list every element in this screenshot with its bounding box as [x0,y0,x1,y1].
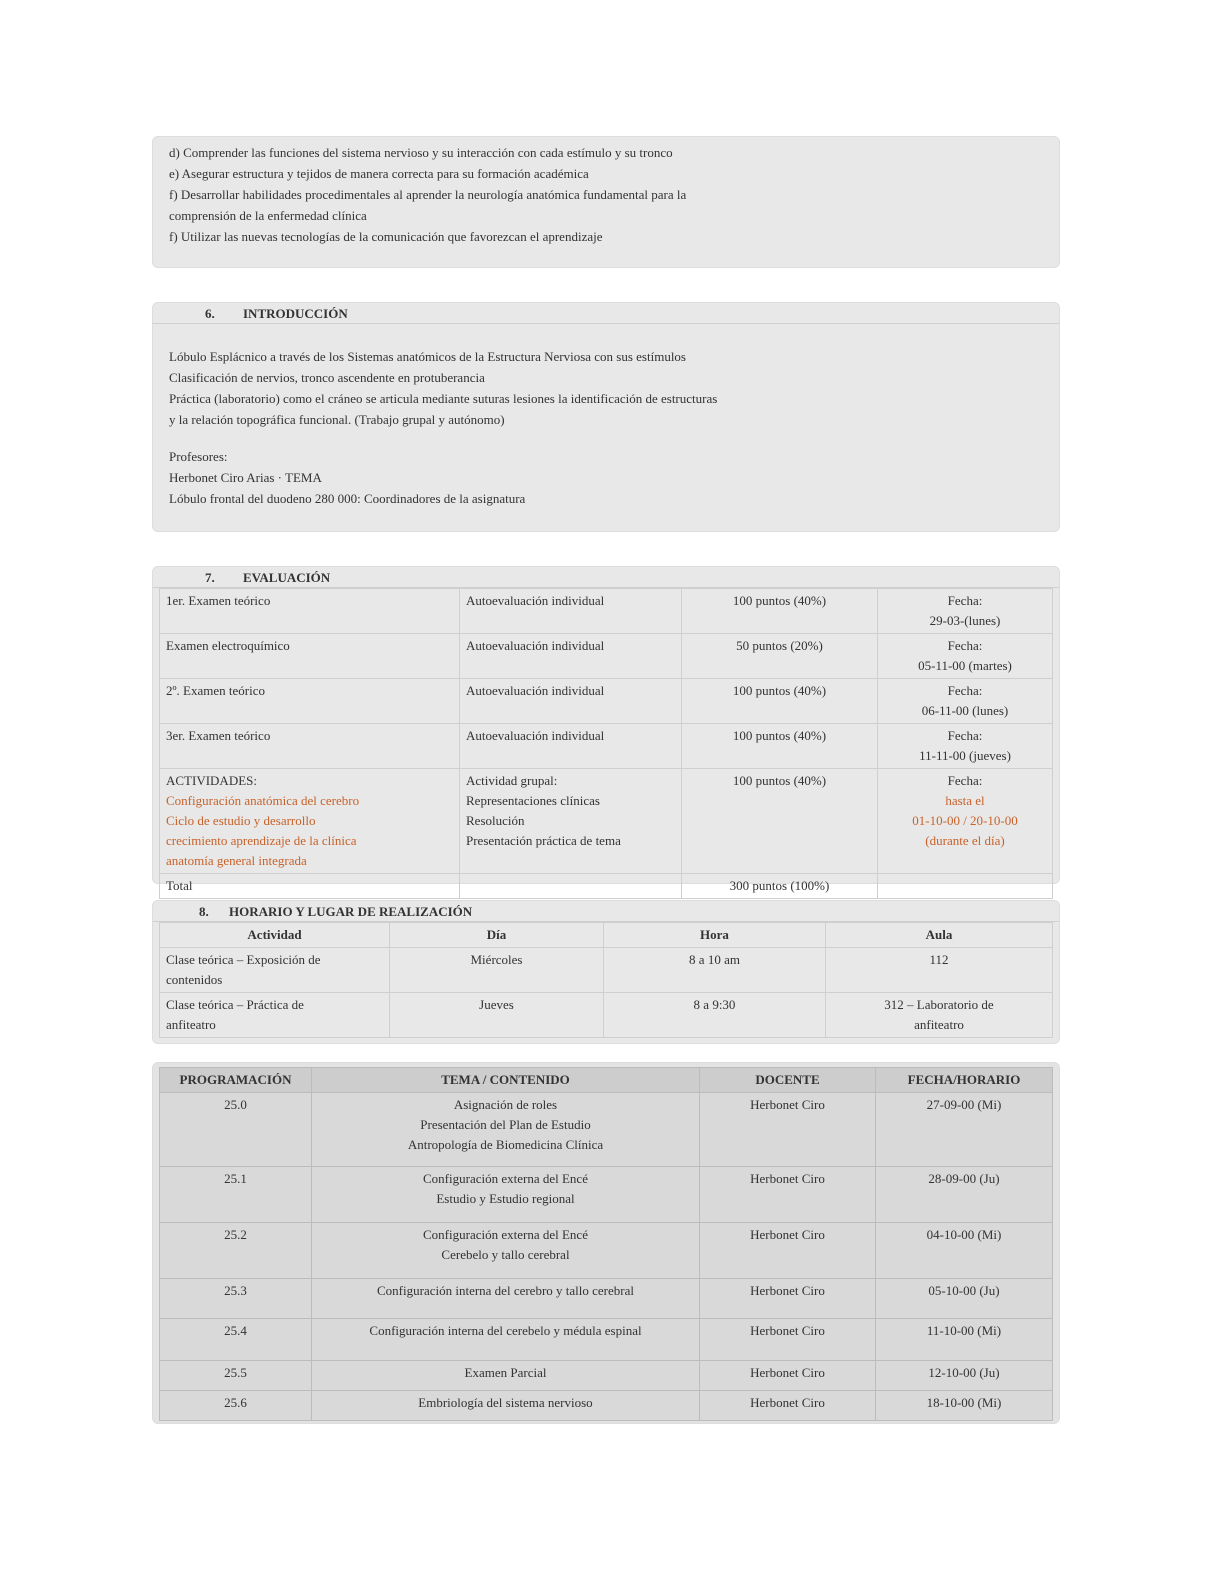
introduction-heading [153,303,1059,324]
schedule-activity [160,993,390,1038]
evaluation-date-line: 01-10-00 / 20-10-00 [912,813,1018,828]
evaluation-number: 7. [205,570,215,585]
introduction-body [153,324,1059,430]
evaluation-table [159,588,1053,899]
evaluation-activity [160,769,460,874]
introduction-number: 6. [205,306,215,321]
evaluation-total-empty [460,874,682,899]
program-date: 28-09-00 (Ju) [876,1167,1053,1223]
evaluation-activity-line: ACTIVIDADES: [166,773,257,788]
evaluation-type-line: Autoevaluación individual [466,638,605,653]
introduction-section [152,302,1060,532]
objective-line: comprensión de la enfermedad clínica [169,208,367,223]
program-header: FECHA/HORARIO [876,1068,1053,1093]
program-date: 04-10-00 (Mi) [876,1223,1053,1279]
evaluation-type [460,679,682,724]
program-teacher: Herbonet Ciro [700,1319,876,1361]
evaluation-date-line: Fecha: [947,683,983,698]
program-date: 11-10-00 (Mi) [876,1319,1053,1361]
program-topic-line: Cerebelo y tallo cerebral [441,1247,570,1262]
program-code: 25.4 [160,1319,312,1361]
evaluation-date [878,679,1053,724]
schedule-table [159,922,1053,1038]
program-teacher: Herbonet Ciro [700,1223,876,1279]
program-topic [312,1361,700,1391]
evaluation-activity [160,589,460,634]
program-teacher: Herbonet Ciro [700,1279,876,1319]
evaluation-type-line: Actividad grupal: [466,773,558,788]
program-code: 25.6 [160,1391,312,1421]
program-topic-line: Configuración interna del cerebelo y médula espinal [369,1323,642,1338]
evaluation-activity-line: anatomía general integrada [166,853,307,868]
program-code: 25.2 [160,1223,312,1279]
objectives-section [152,136,1060,268]
evaluation-score-value: 100 puntos (40%) [732,683,827,698]
evaluation-type [460,634,682,679]
program-topic-line: Configuración externa del Encé [423,1227,588,1242]
evaluation-date-line: 06-11-00 (lunes) [921,703,1009,718]
schedule-activity [160,948,390,993]
program-date: 05-10-00 (Ju) [876,1279,1053,1319]
evaluation-heading [153,567,1059,588]
schedule-section [152,900,1060,1044]
evaluation-row [160,634,1053,679]
program-row [160,1391,1053,1421]
schedule-activity-line: Clase teórica – Práctica de [166,997,304,1012]
schedule-time: 8 a 10 am [604,948,826,993]
schedule-day: Jueves [390,993,604,1038]
evaluation-score-value: 100 puntos (40%) [732,773,827,788]
schedule-header: Hora [604,923,826,948]
schedule-heading [153,901,1059,922]
evaluation-type [460,724,682,769]
program-row [160,1093,1053,1167]
objectives-list [153,137,1059,247]
evaluation-activity-line: Configuración anatómica del cerebro [166,793,360,808]
introduction-footer-line: Profesores: [169,449,228,464]
evaluation-activity [160,679,460,724]
program-topic-line: Estudio y Estudio regional [436,1191,575,1206]
evaluation-date-line: Fecha: [947,638,983,653]
evaluation-score [682,724,878,769]
evaluation-type-line: Autoevaluación individual [466,728,605,743]
schedule-header: Actividad [160,923,390,948]
evaluation-row [160,769,1053,874]
program-date: 27-09-00 (Mi) [876,1093,1053,1167]
program-date: 18-10-00 (Mi) [876,1391,1053,1421]
objective-line: f) Utilizar las nuevas tecnologías de la comunicación que favorezcan el aprendizaje [169,229,603,244]
introduction-line: Clasificación de nervios, tronco ascendente en protuberancia [169,370,485,385]
program-row [160,1279,1053,1319]
schedule-activity-line: contenidos [166,972,223,987]
evaluation-date [878,769,1053,874]
program-code: 25.3 [160,1279,312,1319]
program-topic [312,1093,700,1167]
evaluation-date-line: 11-11-00 (jueves) [919,748,1011,763]
schedule-room [826,948,1053,993]
evaluation-date [878,724,1053,769]
schedule-room-line: anfiteatro [914,1017,964,1032]
program-teacher: Herbonet Ciro [700,1093,876,1167]
program-topic-line: Embriología del sistema nervioso [418,1395,593,1410]
program-teacher: Herbonet Ciro [700,1167,876,1223]
schedule-day: Miércoles [390,948,604,993]
evaluation-activity-line: crecimiento aprendizaje de la clínica [166,833,357,848]
program-code: 25.1 [160,1167,312,1223]
program-table [159,1067,1053,1421]
program-row [160,1361,1053,1391]
introduction-footer [153,430,1059,509]
evaluation-row [160,679,1053,724]
evaluation-date-line: Fecha: [947,773,983,788]
evaluation-row [160,589,1053,634]
evaluation-date-line: hasta el [945,793,985,808]
objective-line: e) Asegurar estructura y tejidos de manera correcta para su formación académica [169,166,589,181]
program-topic [312,1319,700,1361]
schedule-room-line: 312 – Laboratorio de [884,997,994,1012]
schedule-row [160,993,1053,1038]
schedule-header: Día [390,923,604,948]
evaluation-section [152,566,1060,893]
program-topic-line: Configuración externa del Encé [423,1171,588,1186]
evaluation-score [682,634,878,679]
evaluation-type [460,769,682,874]
schedule-title: HORARIO Y LUGAR DE REALIZACIÓN [229,904,473,919]
evaluation-score [682,679,878,724]
objective-line: f) Desarrollar habilidades procedimentales al aprender la neurología anatómica fundamental para la [169,187,687,202]
program-date: 12-10-00 (Ju) [876,1361,1053,1391]
evaluation-type-line: Autoevaluación individual [466,683,605,698]
program-topic [312,1391,700,1421]
program-header: TEMA / CONTENIDO [312,1068,700,1093]
program-code: 25.5 [160,1361,312,1391]
schedule-header: Aula [826,923,1053,948]
program-topic [312,1279,700,1319]
evaluation-type [460,589,682,634]
introduction-title: INTRODUCCIÓN [243,306,348,321]
evaluation-type-line: Autoevaluación individual [466,593,605,608]
objective-line: d) Comprender las funciones del sistema nervioso y su interacción con cada estímulo y su tronco [169,145,673,160]
schedule-time: 8 a 9:30 [604,993,826,1038]
program-topic-line: Antropología de Biomedicina Clínica [407,1137,604,1152]
program-header: DOCENTE [700,1068,876,1093]
evaluation-type-line: Representaciones clínicas [466,793,600,808]
schedule-room-line: 112 [929,952,949,967]
introduction-line: Lóbulo Esplácnico a través de los Sistemas anatómicos de la Estructura Nerviosa con sus estímulos [169,349,686,364]
evaluation-title: EVALUACIÓN [243,570,331,585]
program-topic-line: Examen Parcial [464,1365,547,1380]
evaluation-activity [160,724,460,769]
evaluation-row [160,724,1053,769]
evaluation-score-value: 100 puntos (40%) [732,728,827,743]
program-topic [312,1167,700,1223]
program-teacher: Herbonet Ciro [700,1361,876,1391]
evaluation-total-score: 300 puntos (100%) [682,874,878,899]
evaluation-score [682,589,878,634]
schedule-row [160,948,1053,993]
evaluation-date-line: Fecha: [947,593,983,608]
schedule-room [826,993,1053,1038]
program-topic-line: Configuración interna del cerebro y tallo cerebral [377,1283,634,1298]
schedule-activity-line: anfiteatro [166,1017,216,1032]
schedule-number: 8. [199,904,209,919]
evaluation-activity-line: 3er. Examen teórico [166,728,271,743]
program-row [160,1167,1053,1223]
introduction-line: Práctica (laboratorio) como el cráneo se articula mediante suturas lesiones la identificación de estructuras [169,391,718,406]
program-code: 25.0 [160,1093,312,1167]
evaluation-score [682,769,878,874]
program-row [160,1319,1053,1361]
evaluation-score-value: 50 puntos (20%) [736,638,823,653]
program-topic-line: Asignación de roles [453,1097,558,1112]
evaluation-score-value: 100 puntos (40%) [732,593,827,608]
evaluation-total-row [160,874,1053,899]
introduction-line: y la relación topográfica funcional. (Trabajo grupal y autónomo) [169,412,505,427]
evaluation-date [878,589,1053,634]
evaluation-total-label: Total [160,874,460,899]
program-header: PROGRAMACIÓN [160,1068,312,1093]
evaluation-activity [160,634,460,679]
introduction-footer-line: Herbonet Ciro Arias · TEMA [169,470,322,485]
evaluation-date-line: (durante el día) [925,833,1005,848]
evaluation-type-line: Resolución [466,813,525,828]
evaluation-date-line: 05-11-00 (martes) [918,658,1012,673]
evaluation-date [878,634,1053,679]
introduction-footer-line: Lóbulo frontal del duodeno 280 000: Coordinadores de la asignatura [169,491,526,506]
schedule-activity-line: Clase teórica – Exposición de [166,952,321,967]
evaluation-activity-line: 1er. Examen teórico [166,593,271,608]
evaluation-activity-line: 2º. Examen teórico [166,683,265,698]
program-section [152,1062,1060,1424]
evaluation-date-line: Fecha: [947,728,983,743]
evaluation-total-empty [878,874,1053,899]
evaluation-activity-line: Examen electroquímico [166,638,290,653]
evaluation-activity-line: Ciclo de estudio y desarrollo [166,813,316,828]
program-teacher: Herbonet Ciro [700,1391,876,1421]
program-topic-line: Presentación del Plan de Estudio [420,1117,591,1132]
evaluation-date-line: 29-03-(lunes) [929,613,1001,628]
program-row [160,1223,1053,1279]
evaluation-type-line: Presentación práctica de tema [466,833,621,848]
program-topic [312,1223,700,1279]
